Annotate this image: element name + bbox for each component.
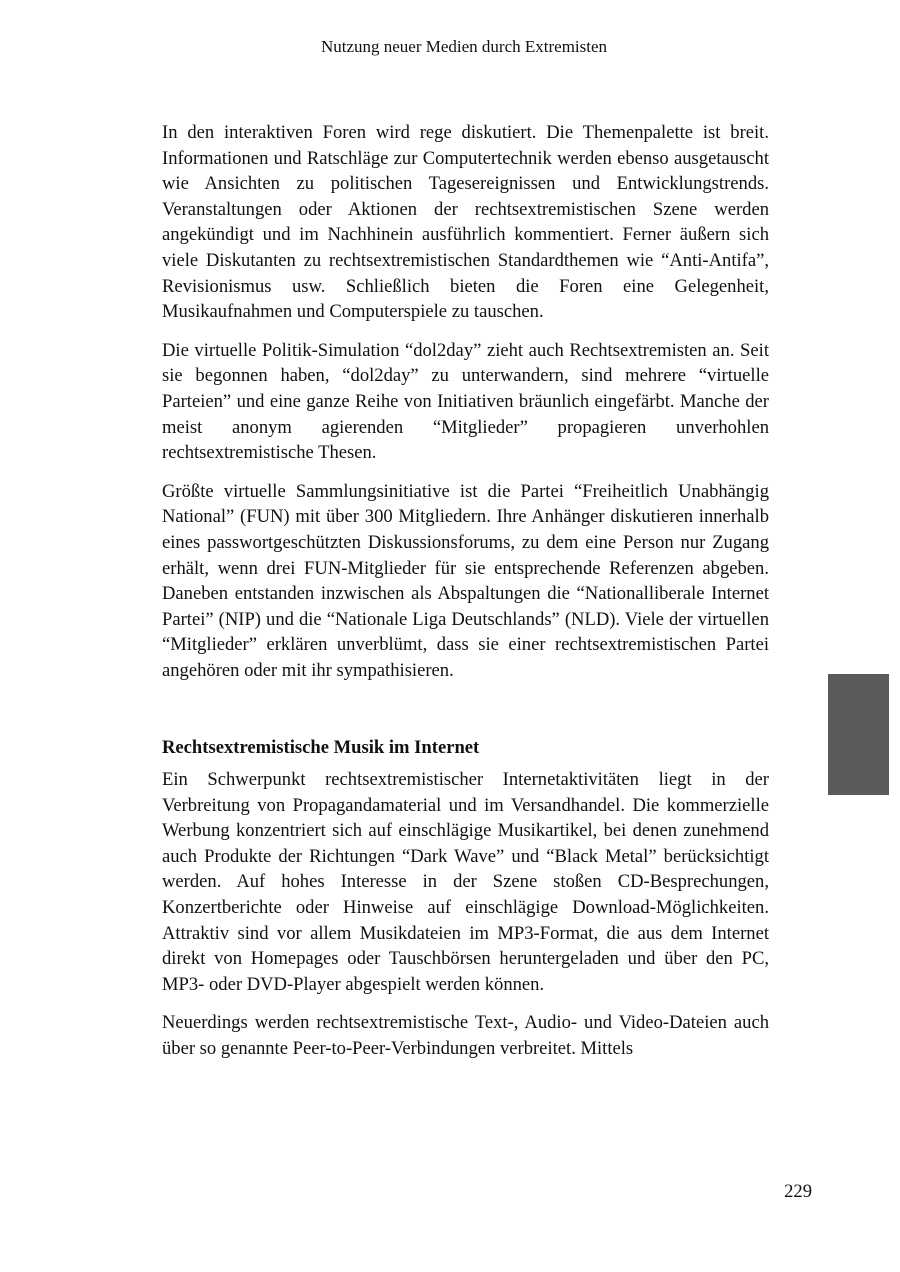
paragraph-fun-party: Größte virtuelle Sammlungsinitiative ist die Partei “Freiheitlich Unabhängig National” (FUN) mit über 300 Mitgliedern. Ihre Anhänger diskutieren innerhalb eines passwortgeschützten Diskussionsforums, zu dem eine Person nur Zugang erhält, wenn drei FUN-Mitglieder für sie entsprechende Referenzen abgeben. Daneben entstanden inzwischen als Abspaltungen die “Nationalliberale Internet Partei” (NIP) und die “Nationale Liga Deutschlands” (NLD). Viele der virtuellen “Mitglieder” erklären unverblümt, dass sie einer rechtsextremistischen Partei angehören oder mit ihr sympathisieren. <box>162 480 769 681</box>
chapter-thumb-tab <box>828 674 889 795</box>
page-number: 229 <box>784 1181 812 1202</box>
paragraph-forums: In den interaktiven Foren wird rege diskutiert. Die Themenpalette ist breit. Informationen und Ratschläge zur Computertechnik werden ebenso ausgetauscht wie Ansichten zu politischen Tagesereignissen und Entwicklungstrends. Veranstaltungen oder Aktionen der rechtsextremistischen Szene werden angekündigt und im Nachhinein ausführlich kommentiert. Ferner äußern sich viele Diskutanten zu rechtsextremistischen Standardthemen wie “Anti-Antifa”, Revisionismus usw. Schließlich bieten die Foren eine Gelegenheit, Musikaufnahmen und Computerspiele zu tauschen. <box>162 122 769 323</box>
body-text <box>162 120 769 1062</box>
paragraph-peer-to-peer: Neuerdings werden rechtsextremistische Text-, Audio- und Video-Dateien auch über so genannte Peer-to-Peer-Verbindungen verbreitet. Mittels <box>162 1012 769 1059</box>
paragraph-dol2day: Die virtuelle Politik-Simulation “dol2day” zieht auch Rechtsextremisten an. Seit sie begonnen haben, “dol2day” zu unterwandern, sind mehrere “virtuelle Parteien” und eine ganze Reihe von Initiativen bräunlich eingefärbt. Manche der meist anonym agierenden “Mitglieder” propagieren unverhohlen rechtsextremistische Thesen. <box>162 339 769 464</box>
running-head: Nutzung neuer Medien durch Extremisten <box>320 37 608 56</box>
section-heading: Rechtsextremistische Musik im Internet <box>162 737 480 759</box>
paragraph-music: Ein Schwerpunkt rechtsextremistischer Internetaktivitäten liegt in der Verbreitung von Propagandamaterial und im Versandhandel. Die kommerzielle Werbung konzentriert sich auf einschlägige Musikartikel, bei denen zunehmend auch Produkte der Richtungen “Dark Wave” und “Black Metal” berücksichtigt werden. Auf hohes Interesse in der Szene stoßen CD-Besprechungen, Konzertberichte oder Hinweise auf einschlägige Download-Möglichkeiten. Attraktiv sind vor allem Musikdateien im MP3-Format, die aus dem Internet direkt von Homepages oder Tauschbörsen heruntergeladen und über den PC, MP3- oder DVD-Player abgespielt werden können. <box>162 769 769 995</box>
